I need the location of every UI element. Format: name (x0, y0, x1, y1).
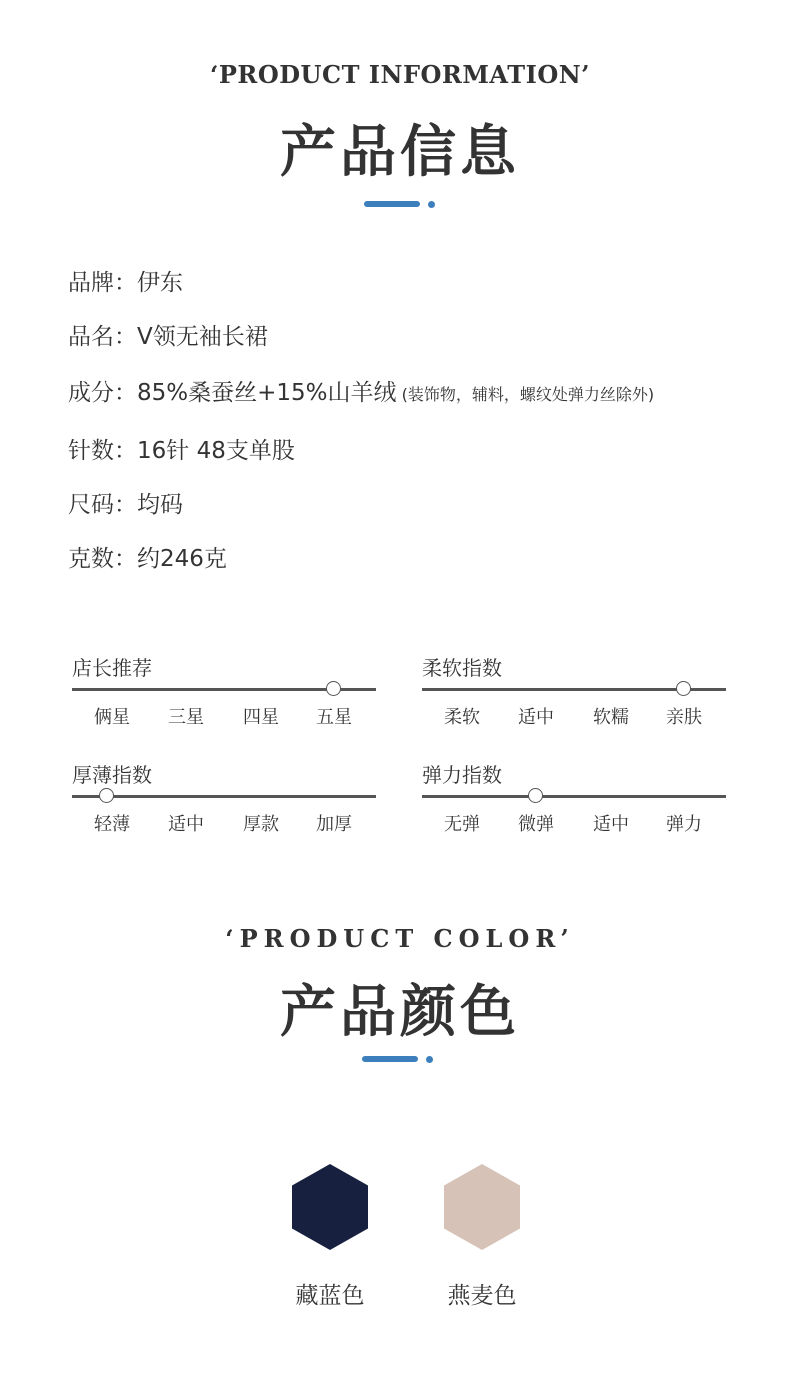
rating-scale (422, 652, 726, 732)
rating-option-label: 微弹 (518, 814, 554, 835)
info-value: 伊东 (137, 270, 183, 296)
rating-indicator (99, 788, 114, 803)
accent-bar (362, 1056, 418, 1062)
info-label: 针数： (68, 438, 137, 464)
color-english-title: ‘PRODUCT COLOR’ (225, 924, 575, 953)
color-swatch-hexagon[interactable] (292, 1164, 368, 1250)
info-label: 克数： (68, 546, 137, 572)
rating-option-label: 加厚 (316, 814, 352, 835)
accent-dot (428, 201, 435, 208)
info-english-title: ‘PRODUCT INFORMATION’ (209, 60, 591, 89)
info-row (68, 432, 295, 465)
info-label: 尺码： (68, 492, 137, 518)
rating-option-label: 适中 (168, 814, 204, 835)
accent-bar (364, 201, 420, 207)
info-value: V领无袖长裙 (137, 324, 268, 350)
info-row (68, 540, 227, 573)
info-value: 16针 48支单股 (137, 438, 295, 464)
info-note: (装饰物，辅料，螺纹处弹力丝除外) (396, 385, 655, 404)
color-name: 燕麦色 (447, 1283, 517, 1309)
info-value: 约246克 (137, 546, 227, 572)
info-row (68, 374, 654, 407)
info-value: 均码 (137, 492, 183, 518)
info-chinese-title: 产品信息 (280, 120, 520, 185)
rating-title: 柔软指数 (422, 656, 502, 680)
rating-option-label: 轻薄 (94, 814, 130, 835)
rating-option-label: 俩星 (94, 707, 130, 728)
info-row (68, 264, 183, 297)
rating-option-label: 弹力 (666, 814, 702, 835)
rating-indicator (528, 788, 543, 803)
color-name: 藏蓝色 (295, 1283, 365, 1309)
rating-option-label: 无弹 (444, 814, 480, 835)
rating-option-label: 亲肤 (666, 707, 702, 728)
rating-indicator (676, 681, 691, 696)
info-label: 品牌： (68, 270, 137, 296)
rating-option-label: 柔软 (444, 707, 480, 728)
rating-option-label: 五星 (316, 707, 352, 728)
rating-option-label: 三星 (168, 707, 204, 728)
rating-option-label: 四星 (243, 707, 279, 728)
color-swatch-hexagon[interactable] (444, 1164, 520, 1250)
info-label: 成分： (68, 380, 137, 406)
rating-option-label: 适中 (518, 707, 554, 728)
rating-track (422, 795, 726, 798)
rating-indicator (326, 681, 341, 696)
accent-dot (426, 1056, 433, 1063)
info-label: 品名： (68, 324, 137, 350)
color-chinese-title: 产品颜色 (280, 980, 520, 1045)
rating-scale (72, 759, 376, 839)
rating-scale (72, 652, 376, 732)
rating-option-label: 软糯 (593, 707, 629, 728)
rating-option-label: 适中 (593, 814, 629, 835)
rating-scale (422, 759, 726, 839)
rating-title: 厚薄指数 (72, 763, 152, 787)
rating-title: 弹力指数 (422, 763, 502, 787)
rating-option-label: 厚款 (243, 814, 279, 835)
rating-track (72, 795, 376, 798)
rating-title: 店长推荐 (72, 656, 152, 680)
info-row (68, 318, 268, 351)
info-row (68, 486, 183, 519)
info-value: 85%桑蚕丝+15%山羊绒 (137, 380, 397, 406)
